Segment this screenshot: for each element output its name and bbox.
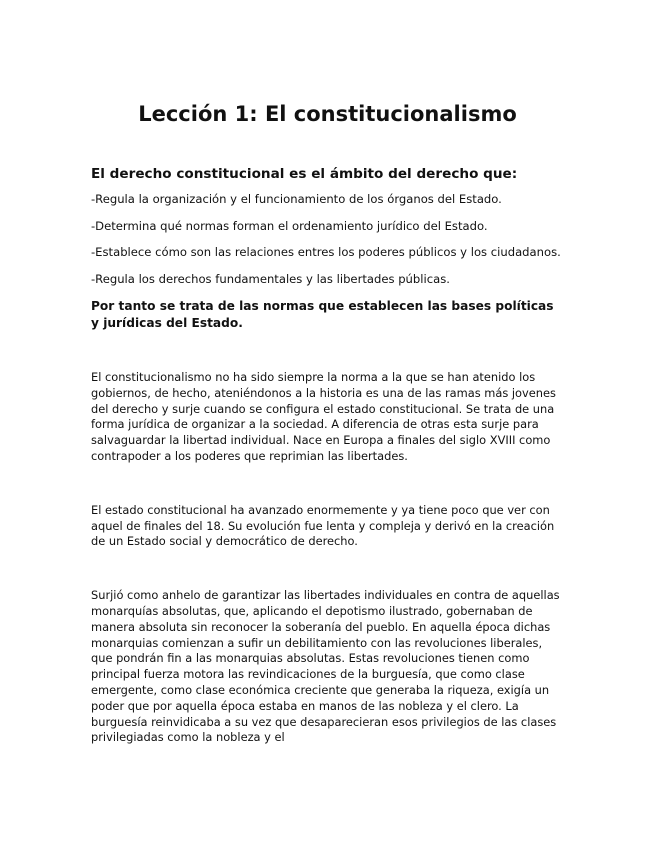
list-item: -Determina qué normas forman el ordenamiento jurídico del Estado. [91, 218, 488, 233]
conclusion-text: Por tanto se trata de las normas que establecen las bases políticas y jurídicas del Estado. [91, 299, 554, 330]
list-item: -Establece cómo son las relaciones entres los poderes públicos y los ciudadanos. [91, 245, 561, 259]
list-item: -Regula la organización y el funcionamiento de los órganos del Estado. [91, 192, 502, 206]
body-paragraph: El constitucionalismo no ha sido siempre la norma a la que se han atenido los gobiernos, de hecho, ateniéndonos a la historia es una de las ramas más jovenes del derecho y surje cuando se configura el estado constitucional. Se trata de una forma jurídica de organizar a la sociedad. A diferencia de otras esta surje para salvaguardar la libertad individual. Nace en Europa a finales del siglo XVIII como contrapoder a los poderes que reprimian las libertades. [91, 370, 556, 463]
body-paragraph: El estado constitucional ha avanzado enormemente y ya tiene poco que ver con aquel de finales del 18. Su evolución fue lenta y compleja y derivó en la creación de un Estado social y democrático de derecho. [91, 502, 555, 549]
body-paragraph: Surjió como anhelo de garantizar las libertades individuales en contra de aquellas monarquías absolutas, que, aplicando el depotismo ilustrado, gobernaban de manera absoluta sin reconocer la soberanía del pueblo. En aquella época dichas monarquias comienzan a sufir un debilitamiento con las revoluciones liberales, que pondrán fin a las monarquias absolutas. Estas revoluciones tienen como principal fuerza motora las revindicaciones de la burguesía, que como clase emergente, como clase económica creciente que generaba la riqueza, exigía un poder que por aquella época estaba en manos de las nobleza y el clero. La burguesía reinvidicaba a su vez que desaparecieran esos privilegios de las clases privilegiadas como la nobleza y el [91, 588, 560, 745]
section-subheading: El derecho constitucional es el ámbito del derecho que: [91, 166, 518, 182]
document-title: Lección 1: El constitucionalismo [138, 102, 517, 126]
document-body [91, 165, 565, 746]
list-item: -Regula los derechos fundamentales y las libertades públicas. [91, 271, 450, 286]
